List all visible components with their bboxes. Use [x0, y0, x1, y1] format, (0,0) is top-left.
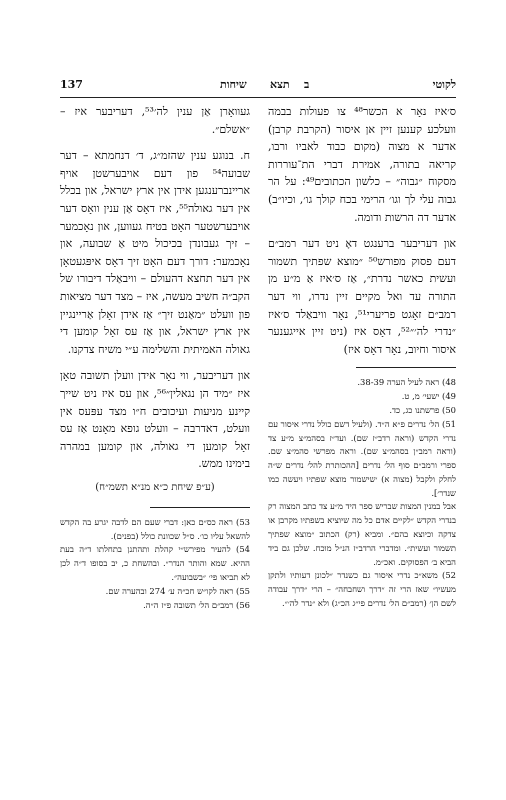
header-parsha: תצא — [270, 78, 290, 91]
body-paragraph: און דעריבער, ווי נאָר אידן וועלן תשובה טאָן איז ״מיד הן נגאלין״⁵⁶, און עס איז ניט שייך קיינע מניעות ועיכובים ח״ו מצד עפּעס אין וועלט, דאדרבה – וועלט גופא מאָנט אַז עס זאָל קומען די גאולה, און קומען במהרה בימינו ממש. — [60, 369, 250, 471]
running-header — [60, 78, 456, 96]
body-paragraph: און דעריבער ברענגט דאָ ניט דער רמב״ם דעם פסוק מפורש⁵⁰ ״מוצא שפתיך תשמור ועשית כאשר נדרת״, אַז ס׳איז אַ מ״ע מן התורה עד ואל מקיים זיין נדרו, ווי דער רמב״ם זאָגט פריערי⁵¹, נאָר וויבאַלד ס׳איז ״נדרי לה׳״⁵², דאָס איז (ניט זיין אייגענער איסור וחיוב, נאָר דאָס איז) — [268, 237, 456, 356]
footnote-continuation: אבל במנין המצות שבריש ספר היד מ״ע צד כתב המצוה רק בנדרי הקדש ״לקיים אדם כל מה שיוציא בשפתיו מקרבן או צדקה וכיוצא בהם״. ומביא (רק) הכתוב ״מוצא שפתיך תשמור ועשית״. ומדברי הרדב״ז הנ״ל מוכח. שלכן גם ביד הביא ב׳ הפסוקים. ואכ״מ. — [268, 501, 456, 567]
footnote: 55) ראה לקו״ש חכ״ה ע׳ 274 ובהערה שם. — [105, 585, 250, 596]
footnote-rule — [150, 507, 250, 508]
body-paragraph: ס׳איז נאָר א הכשר⁴⁸ צו פעולות בבמה וועלכע קענען זיין אן איסור (הקרבת קרבן) אדער א מצוה (מקום כבוד לאביו ורבו, קריאה בתורה, אמירת דברי הת־עוררות מסקוח ״גבוה״ – כלשון הכתובים⁴⁹: על הר גבוה עלי לך וגו׳ הרימי בכח קולך גו׳, וכיו״ב) אדער דה הרשות ודומה. — [268, 105, 456, 224]
header-volume: ב — [304, 78, 310, 91]
header-rule — [60, 97, 456, 98]
left-column — [60, 103, 250, 612]
body-paragraph: ח. בנוגע ענין שהזמ״ג, ד׳ דנחמתא – דער שבועה⁵⁴ פון דעם אויבערשטן אויף אריינברענגען אידן אין ארץ ישראל, און בכלל אין דער גאולה⁵⁵, איז דאָס אַן ענין וואָס דער אויבערשטער האָט בטיח געווען, און נאָכמער – זיך געבונדן בכיכול מיט אַ שבועה, און נאָכמער: דורך דעם האָט זיך דאָס איפּגעטאָן אין דער תחצא דהעולם – וויבאַלד דיבורו של הקב״ה חשיב מעשה, איז – מצד דער מציאות פון וועלט ״מאַנט זיך״ אַז אידן זאָלן אַריינגיין אין ארץ ישראל, און אַז עס זאָל קומען די גאולה האמיתית והשלימה ע״י משיח צדקנו. — [60, 149, 250, 356]
footnotes-left — [60, 516, 250, 613]
footnote: 49) ישעי׳ מ, ט. — [401, 391, 456, 402]
header-sichot: שיחות — [220, 78, 247, 91]
body-paragraph: געוואָרן אַן ענין לה׳⁵³, דעריבער איז – ״אשלם״. — [60, 105, 250, 136]
page-number: 137 — [60, 78, 83, 91]
footnote: 54) להעיר מפירש״י קהלת ותהתנן בתחלתו ד״ה בעת ההיא. שמא והותר הנדר״. ובהשחת כ, יב בסופו ד״ה לכן לא תביאו פי׳ ״בשבועה״. — [60, 544, 250, 583]
footnote-rule — [356, 367, 456, 368]
footnote: 50) פרשתנו כג, כד. — [389, 404, 456, 415]
footnote: 53) ראה כס״ם כאן: דברי שעם הם לדבה יגרע בה הקדש להשאל עליו כו׳. ס״ל שכוונת כולל (בפנים). — [60, 516, 251, 541]
source-note: (ע״פ שיחת כ״א מנ״א תשמ״ח) — [95, 481, 215, 493]
footnote: 52) משא״כ נדרי איסור גם כשנדר ״לכונן דעותיו ולתקן מעשיו״ שאז הרי זה ״דרך ושחבחה״ – הרי ״דרך עבודה לשם הן׳ (רמב״ם הל׳ נדרים פי״ג הכ״ג) ולא ״נדר לה׳״. — [268, 570, 456, 609]
right-column — [268, 103, 456, 611]
footnotes-right — [268, 376, 456, 611]
footnote: 48) ראה לעיל הערה 38-39. — [357, 377, 456, 388]
header-book-title: לקוטי — [432, 78, 456, 91]
footnote: 51) הל׳ נדרים פ״א ה״ד. (ולעיל דשם כולל נדרי איסור עם נדרי הקדש (וראה רדב״ז שם). ועד״ז בסהמ״צ מ״ע צד (וראה רמב״ן בסהמ״צ שם). וראה מפרשי סהמ״צ שם. ספרי ורמב״ם סוף הל׳ נדרים [ההכותרת להל׳ נדרים ש״ה לחלק ולקבל (מצוה א) ׳שישמור מוצא שפתיו ויעשה כמו שנדר׳]. — [268, 418, 456, 498]
footnote: 56) רמב״ם הל׳ תשובה פ״ז ה״ה. — [143, 599, 250, 610]
